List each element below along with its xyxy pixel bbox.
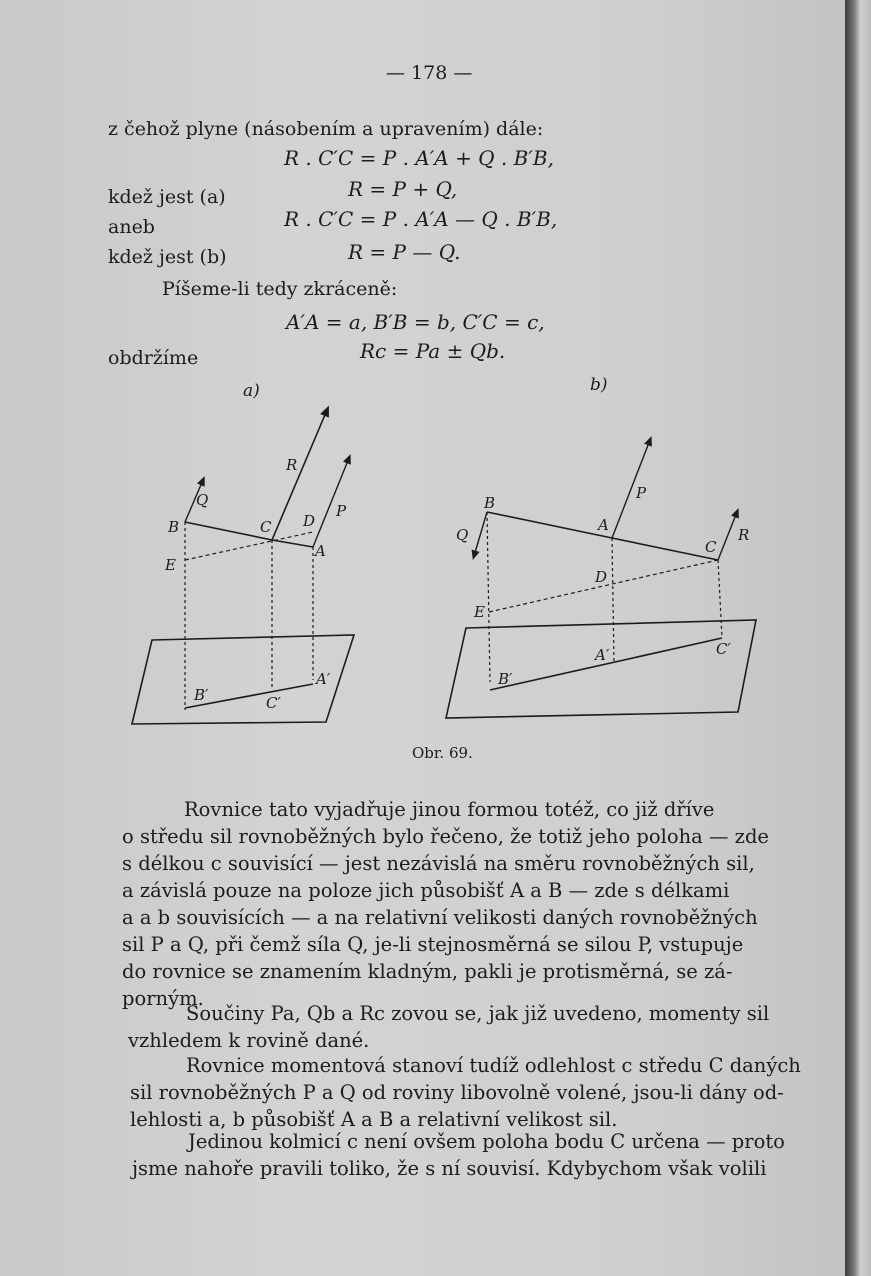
figure-b-label-d: D [595,568,608,586]
paragraph-1-line-3: s délkou c souvisící — jest nezávislá na směru rovnoběžných sil, [122,852,755,875]
figure-a-label-bp: B′ [194,686,209,704]
figure-b-label-a: A [598,516,609,534]
figure-b-label-r: R [738,526,750,544]
figure-a-labels [164,456,347,712]
figure-69 [0,370,845,770]
figure-b-proj-b [487,512,490,682]
figure-a-label-r: R [286,456,298,474]
figure-a-label-d: D [303,512,316,530]
figure-a-line-cd [272,540,313,547]
figure-caption: Obr. 69. [412,744,473,762]
figure-b-proj-a [612,538,614,662]
figure-a-force-r [272,410,327,540]
intro-text: z čehož plyne (násobením a upravením) dále: [108,118,544,140]
figure-a-label-c: C [260,518,272,536]
paragraph-2-line-2: vzhledem k rovině dané. [128,1029,370,1052]
figure-a-line-bc [185,522,272,540]
figure-a-dashed-ed [185,532,313,560]
short-form-text: Píšeme-li tedy zkráceně: [162,278,398,300]
paragraph-4-line-1: Jedinou kolmicí c není ovšem poloha bodu C určena — proto [188,1130,785,1153]
paragraph-4 [132,1128,792,1182]
paragraph-3-line-2: sil rovnoběžných P a Q od roviny libovolně volené, jsou-li dány od- [130,1081,784,1104]
equation-4-label: kdež jest (b) [108,246,227,268]
result-label: obdržíme [108,347,199,369]
figure-a-label-ap: A′ [316,670,331,688]
page-edge-shadow [845,0,871,1276]
figure-b-line-ba [487,512,612,538]
paragraph-3-line-3: lehlosti a, b působišť A a B a relativní velikost sil. [130,1108,618,1131]
figure-a-label-b: B [168,518,180,536]
figure-a-title: a) [243,381,260,401]
figure-b-label-c: C [705,538,717,556]
equation-2-label: kdež jest (a) [108,186,226,208]
figure-b-line-ac [612,538,718,560]
figure-b-label-b: B [484,494,496,512]
paragraph-1-line-7: do rovnice se znamením kladným, pakli je protisměrná, se zá- [122,960,733,983]
figure-a-label-p: P [336,502,347,520]
figure-b-label-e: E [474,603,485,621]
equation-4: R = P — Q. [348,240,461,264]
equation-3-label: aneb [108,216,155,238]
figure-a-label-a: A [315,542,326,560]
figure-b-plane [446,620,756,718]
paragraph-3 [130,1052,801,1133]
equation-2: R = P + Q, [348,177,458,201]
result-formula: Rc = Pa ± Qb. [360,339,506,363]
figure-b-label-q: Q [456,526,469,544]
paragraph-1 [122,796,782,1012]
paragraph-1-line-2: o středu sil rovnoběžných bylo řečeno, že totiž jeho poloha — zde [122,825,769,848]
paragraph-4-line-2: jsme nahoře pravili toliko, že s ní souvisí. Kdybychom však volili [132,1157,767,1180]
paragraph-2-line-1: Součiny Pa, Qb a Rc zovou se, jak již uvedeno, momenty sil [186,1002,770,1025]
short-form-formula: A′A = a, B′B = b, C′C = c, [286,310,545,334]
figure-b-force-r [718,512,737,560]
figure-b-label-ap: A′ [595,646,610,664]
paragraph-1-line-4: a závislá pouze na poloze jich působišť A a B — zde s délkami [122,879,730,902]
paragraph-1-line-8: porným. [122,987,204,1010]
equation-1: R . C′C = P . A′A + Q . B′B, [284,146,554,170]
figure-b-proj-c [718,560,722,638]
figure-a-label-q: Q [196,491,209,509]
figure-b-label-cp: C′ [716,640,731,658]
figure-a-label-e: E [165,556,176,574]
paragraph-2 [128,1000,788,1054]
paragraph-1-line-1: Rovnice tato vyjadřuje jinou formou totéž, co již dříve [184,798,715,821]
figure-b-label-bp: B′ [498,670,513,688]
figure-b-force-q [474,512,487,556]
figure-b-title: b) [590,375,608,395]
equation-3: R . C′C = P . A′A — Q . B′B, [284,207,558,231]
paragraph-1-line-5: a a b souvisících — a na relativní velikosti daných rovnoběžných [122,906,758,929]
page-number: — 178 — [386,62,473,84]
paragraph-3-line-1: Rovnice momentová stanoví tudíž odlehlost c středu C daných [186,1054,801,1077]
paragraph-1-line-6: sil P a Q, při čemž síla Q, je-li stejnosměrná se silou P, vstupuje [122,933,744,956]
figure-a-label-cp: C′ [266,694,281,712]
figure-b-label-p: P [636,484,647,502]
